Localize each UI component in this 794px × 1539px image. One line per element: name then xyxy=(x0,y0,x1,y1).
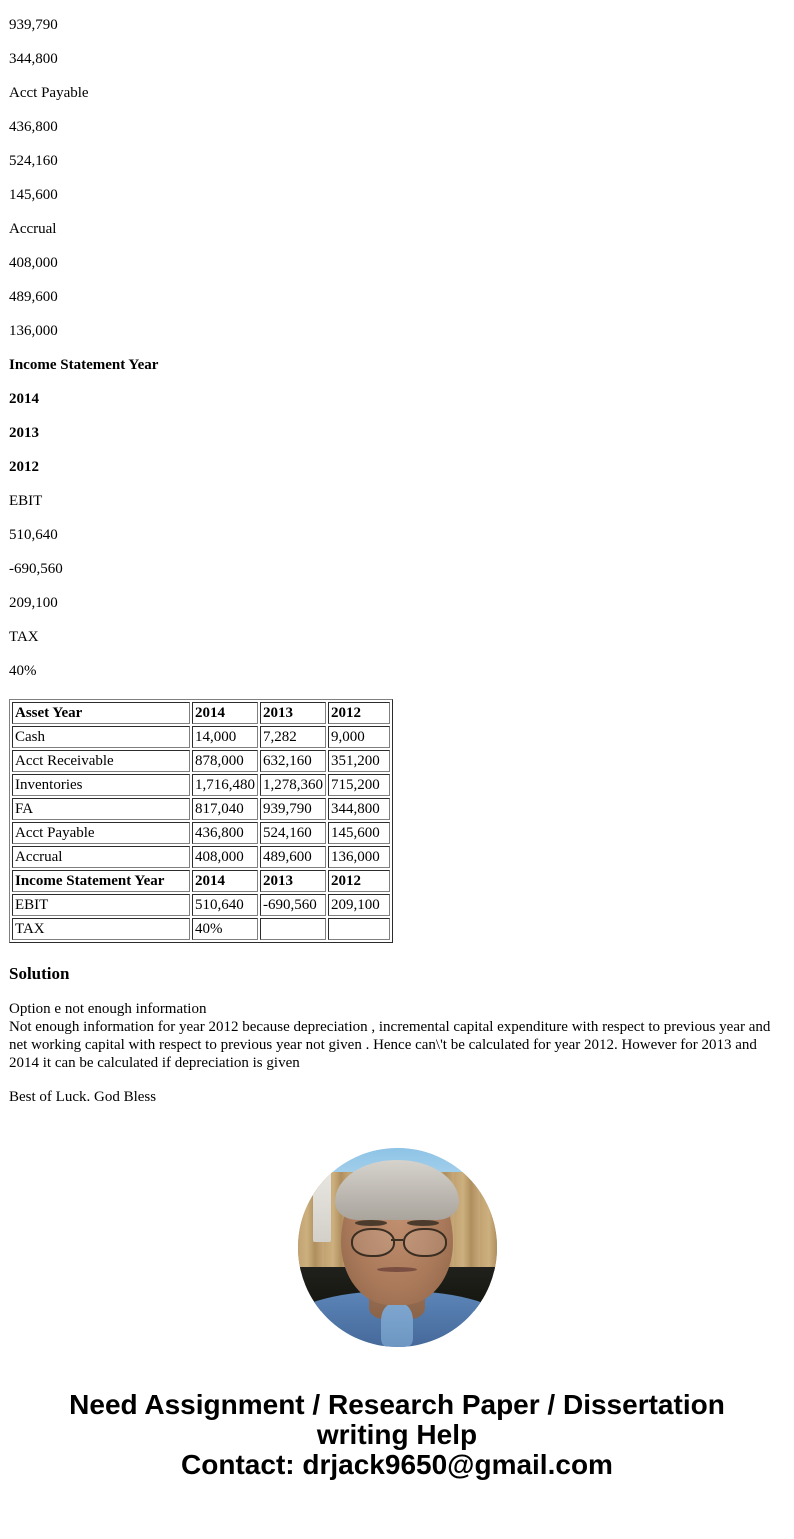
closing-text: Best of Luck. God Bless xyxy=(9,1089,157,1105)
text-line: Acct Payable xyxy=(9,85,89,101)
table-header-cell: 2012 xyxy=(328,870,390,892)
table-header-cell: 2014 xyxy=(192,870,258,892)
promo-line-3: Contact: drjack9650@gmail.com xyxy=(181,1449,613,1480)
table-cell: 939,790 xyxy=(260,798,326,820)
table-header-row xyxy=(12,702,390,724)
table-cell: 1,278,360 xyxy=(260,774,326,796)
solution-line-2: Not enough information for year 2012 because depreciation , incremental capital expenditure with respect to previous year and net working capital with respect to previous year not given . Hence can\'t be calculated for year 2012. However for 2013 and 2014 it can be calculated if depreciation is given xyxy=(9,1019,771,1071)
table-cell: 632,160 xyxy=(260,750,326,772)
photo-tie xyxy=(381,1303,413,1347)
table-header-cell: Asset Year xyxy=(12,702,190,724)
table-cell: Inventories xyxy=(12,774,190,796)
text-line: 2013 xyxy=(9,425,39,441)
table-row xyxy=(12,750,390,772)
financial-table xyxy=(9,699,393,943)
table-section xyxy=(12,918,390,940)
text-line: 2014 xyxy=(9,391,39,407)
table-cell: 715,200 xyxy=(328,774,390,796)
text-line: 524,160 xyxy=(9,153,58,169)
table-row xyxy=(12,846,390,868)
text-line: 510,640 xyxy=(9,527,58,543)
table-header-cell: 2013 xyxy=(260,870,326,892)
table-cell: 145,600 xyxy=(328,822,390,844)
table-cell: 351,200 xyxy=(328,750,390,772)
text-line: 939,790 xyxy=(9,17,58,33)
table-row xyxy=(12,894,390,916)
table-cell: FA xyxy=(12,798,190,820)
table-cell: 817,040 xyxy=(192,798,258,820)
text-line: 145,600 xyxy=(9,187,58,203)
promo-line-1: Need Assignment / Research Paper / Dissertation xyxy=(69,1389,725,1420)
table-cell: Accrual xyxy=(12,846,190,868)
table-header-cell: 2012 xyxy=(328,702,390,724)
table-header-cell: 2013 xyxy=(260,702,326,724)
text-line: Accrual xyxy=(9,221,57,237)
table-row xyxy=(12,918,390,940)
solution-line-1: Option e not enough information xyxy=(9,1001,207,1017)
table-header-row xyxy=(12,870,390,892)
promo-banner xyxy=(9,1390,785,1480)
table-row xyxy=(12,798,390,820)
text-line: 436,800 xyxy=(9,119,58,135)
table-section xyxy=(12,702,390,724)
table-cell: Acct Payable xyxy=(12,822,190,844)
solution-paragraph xyxy=(9,1000,781,1072)
promo-line-2: writing Help xyxy=(316,1419,478,1450)
photo-eyebrow-left xyxy=(355,1220,387,1226)
table-cell: 40% xyxy=(192,918,258,940)
table-section xyxy=(12,894,390,916)
table-cell xyxy=(260,918,326,940)
table-cell: -690,560 xyxy=(260,894,326,916)
table-cell: 489,600 xyxy=(260,846,326,868)
text-line: 40% xyxy=(9,663,37,679)
table-header-cell: 2014 xyxy=(192,702,258,724)
photo-eyeglass-left xyxy=(351,1228,395,1258)
table-header-cell: Income Statement Year xyxy=(12,870,190,892)
table-cell: Cash xyxy=(12,726,190,748)
text-line: 136,000 xyxy=(9,323,58,339)
table-row xyxy=(12,822,390,844)
table-cell: 9,000 xyxy=(328,726,390,748)
table-cell: 510,640 xyxy=(192,894,258,916)
document-page xyxy=(0,16,794,1480)
text-line: 2012 xyxy=(9,459,39,475)
table-cell: 878,000 xyxy=(192,750,258,772)
table-section xyxy=(12,822,390,868)
text-line: -690,560 xyxy=(9,561,63,577)
table-row xyxy=(12,726,390,748)
photo-eyeglass-bridge xyxy=(391,1239,403,1241)
table-cell: 209,100 xyxy=(328,894,390,916)
table-cell: 1,716,480 xyxy=(192,774,258,796)
text-line: 344,800 xyxy=(9,51,58,67)
text-line: EBIT xyxy=(9,493,43,509)
table-cell: 344,800 xyxy=(328,798,390,820)
solution-heading: Solution xyxy=(9,964,70,983)
table-row xyxy=(12,774,390,796)
top-text-block xyxy=(9,16,785,680)
avatar-photo xyxy=(298,1148,497,1347)
table-cell: 14,000 xyxy=(192,726,258,748)
text-line: TAX xyxy=(9,629,39,645)
avatar xyxy=(298,1148,497,1347)
photo-eyeglass-right xyxy=(403,1228,447,1258)
table-cell xyxy=(328,918,390,940)
text-line: 408,000 xyxy=(9,255,58,271)
table-cell: 136,000 xyxy=(328,846,390,868)
table-cell: EBIT xyxy=(12,894,190,916)
table-cell: 524,160 xyxy=(260,822,326,844)
text-line: 489,600 xyxy=(9,289,58,305)
table-cell: TAX xyxy=(12,918,190,940)
table-cell: 7,282 xyxy=(260,726,326,748)
table-section xyxy=(12,726,390,820)
table-cell: 436,800 xyxy=(192,822,258,844)
table-cell: 408,000 xyxy=(192,846,258,868)
table-section xyxy=(12,870,390,892)
text-line: Income Statement Year xyxy=(9,357,159,373)
text-line: 209,100 xyxy=(9,595,58,611)
table-cell: Acct Receivable xyxy=(12,750,190,772)
photo-eyebrow-right xyxy=(407,1220,439,1226)
